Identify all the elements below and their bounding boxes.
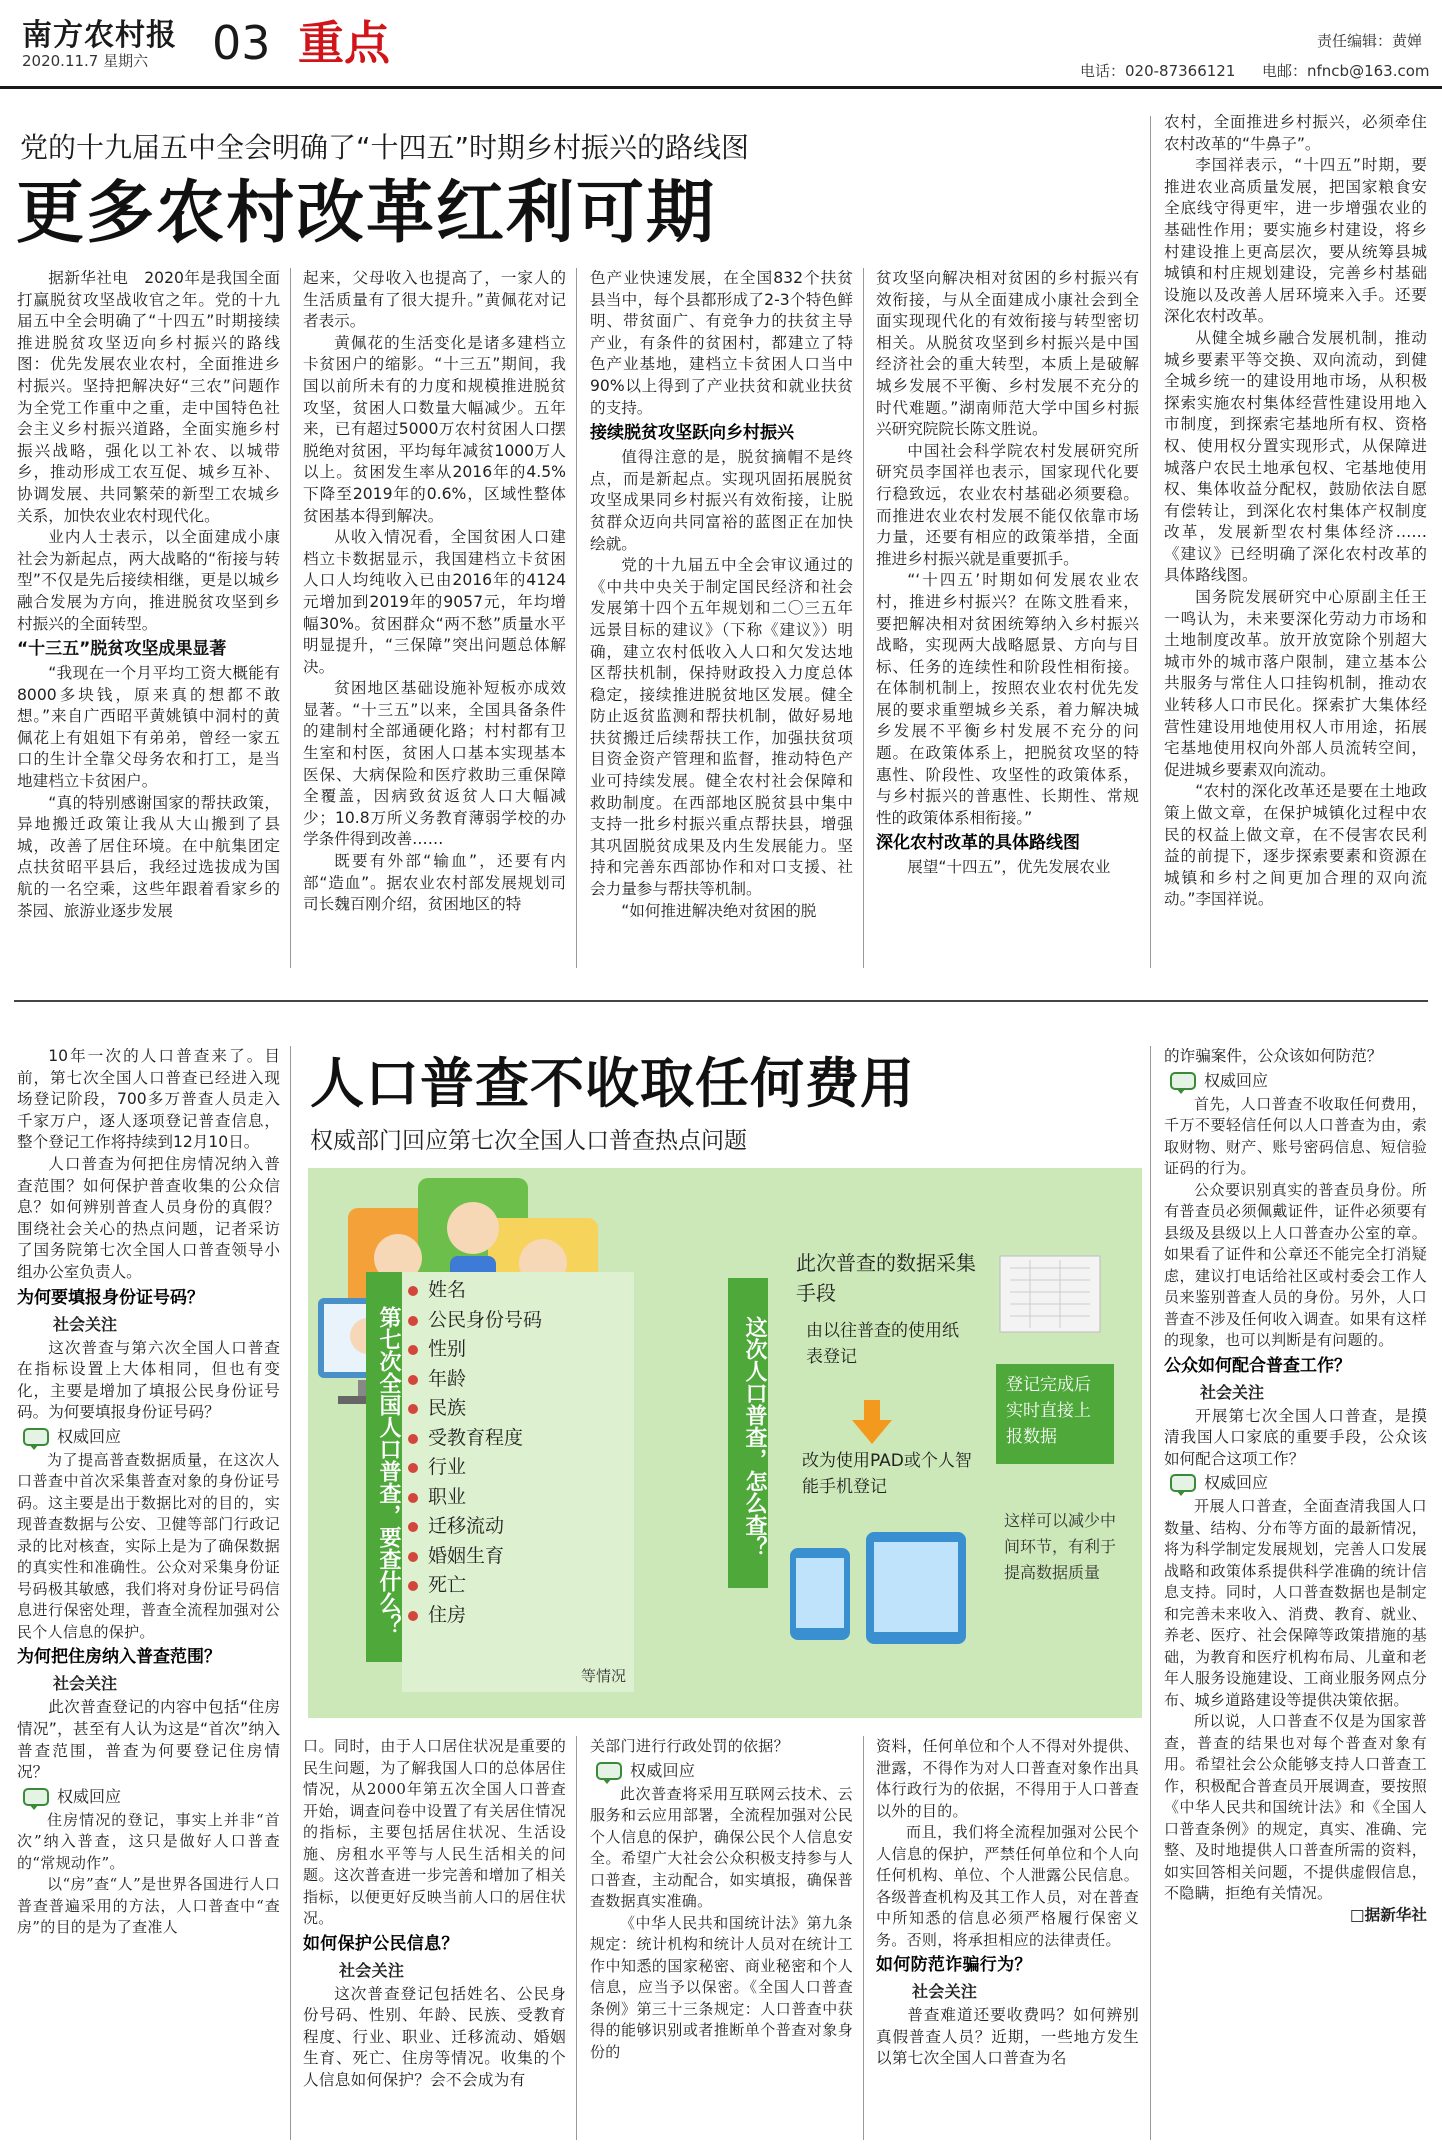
item-occupation: 职业 xyxy=(402,1483,634,1513)
how-to-survey-title: 这次人口普查，怎么查？ xyxy=(728,1278,768,1588)
article-headline: 更多农村改革红利可期 xyxy=(16,174,717,253)
header-rule xyxy=(0,86,1442,89)
article1-column-1: 据新华社电 2020年是我国全面打赢脱贫攻坚战收官之年。党的十九届五中全会明确了“十四五”时期接续推进脱贫攻坚迈向乡村振兴的路线图：优先发展农业农村，全面推进乡村振兴。坚持把解决好“三农”问题作为全党工作重中之重，走中国特色社会主义乡村振兴道路，全面实施乡村振兴战略，强化以工补农、以城带乡，推动形成工农互促、城乡互补、协调发展、共同繁荣的新型工农城乡关系，加快农业农村现代化。 业内人士表示，以全面建成小康社会为新起点，两大战略的“衔接与转型”不仅是先后接续相继，更是以城乡融合发展为方向，推进脱贫攻坚到乡村振兴的全面转型。 “十三五”脱贫攻坚成果显著 “我现在一个月平均工资大概能有8000多块钱，原来真的想都不敢想。”来自广西昭平黄姚镇中洞村的黄佩花上有姐姐下有弟弟，曾经一家五口的生计全靠父母务农和打工，是当地建档立卡贫困户。 “真的特别感谢国家的帮扶政策，异地搬迁政策让我从大山搬到了县城，改善了居住环境。在中航集团定点扶贫昭平县后，我经过选拔成为国航的一名空乘，这些年跟着看家乡的茶园、旅游业逐步发展 xyxy=(17,269,280,920)
census-subhead: 权威部门回应第七次全国人口普查热点问题 xyxy=(310,1128,747,1154)
subhead-rural-revival: 接续脱贫攻坚跃向乡村振兴 xyxy=(590,423,794,444)
item-migration: 迁移流动 xyxy=(402,1512,634,1542)
result-box: 登记完成后实时直接上报数据 xyxy=(996,1364,1114,1464)
issue-date: 2020.11.7 星期六 xyxy=(22,52,149,70)
arrow-down-icon xyxy=(852,1400,892,1444)
paper-form-illustration xyxy=(990,1248,1110,1338)
section-title: 重点 xyxy=(298,16,390,70)
page-number: 03 xyxy=(212,16,271,70)
article-kicker: 党的十九届五中全会明确了“十四五”时期乡村振兴的路线图 xyxy=(20,131,750,164)
question-cooperation: 公众如何配合普查工作？ xyxy=(1164,1355,1351,1376)
census-infographic xyxy=(308,1168,1142,1718)
question-id-number: 为何要填报身份证号码？ xyxy=(17,1287,204,1308)
item-age: 年龄 xyxy=(402,1365,634,1395)
article2-column-4: 资料，任何单位和个人不得对外提供、泄露，不得作为对人口普查对象作出具体行政行为的依据，不得用于人口普查以外的目的。 而且，我们将全流程加强对公民个人信息的保护，严禁任何单位和个人向任何机构、单位、个人泄露公民信息。各级普查机构及其工作人员，对在普查中所知悉的信息必须严格履行保密义务。否则，将承担相应的法律责任。 如何防范诈骗行为？ 社会关注 普查难道还要收费吗？如何辨别真假普查人员？近期，一些地方发生以第七次全国人口普查为名 xyxy=(876,1737,1139,2068)
item-name: 姓名 xyxy=(402,1276,634,1306)
item-gender: 性别 xyxy=(402,1335,634,1365)
item-marriage: 婚姻生育 xyxy=(402,1542,634,1572)
question-housing: 为何把住房纳入普查范围？ xyxy=(17,1647,221,1668)
contact-phone: 电话：020-87366121 xyxy=(1080,62,1236,80)
section-divider xyxy=(14,1000,1428,1002)
label-social-concern: 社会关注 xyxy=(53,1314,118,1334)
item-ethnicity: 民族 xyxy=(402,1394,634,1424)
contact-email: 电邮：nfncb@163.com xyxy=(1262,62,1430,80)
editor-credit: 责任编辑：黄婵 xyxy=(1316,32,1422,50)
new-method: 改为使用PAD或个人智能手机登记 xyxy=(802,1451,972,1497)
article1-column-5: 农村，全面推进乡村振兴，必须牵住农村改革的“牛鼻子”。 李国祥表示，“十四五”时期，要推进农业高质量发展，把国家粮食安全底线守得更牢，进一步增强农业的基础性作用；要实施乡村建设，将乡村建设推上更高层次，要从统筹县城城镇和村庄规划建设，完善乡村基础设施以及改善人居环境来入手。还要深化农村改革。 从健全城乡融合发展机制，推动城乡要素平等交换、双向流动，到健全城乡统一的建设用地市场，从积极探索实施农村集体经营性建设用地入市制度，到探索宅基地所有权、资格权、使用权分置实现形式，从保障进城落户农民土地承包权、宅基地使用权、集体收益分配权，鼓励依法自愿有偿转让，到深化农村集体产权制度改革，发展新型农村集体经济……《建议》已经明确了深化农村改革的具体路线图。 国务院发展研究中心原副主任王一鸣认为，未来要深化劳动力市场和土地制度改革。放开放宽除个别超大城市外的城市落户限制，建立基本公共服务与常住人口挂钩机制，推动农业转移人口市民化。探索扩大集体经营性建设用地使用权人市用途，拓展宅基地使用权向外部人员流转空间，促进城乡要素双向流动。 “农村的深化改革还是要在土地政策上做文章，在保护城镇化过程中农民的权益上做文章，在不侵害农民利益的前提下，逐步探索要素和资源在城镇和乡村之间更加合理的双向流动。”李国祥说。 xyxy=(1164,113,1427,909)
speech-bubble-icon xyxy=(1170,1474,1196,1492)
benefit-note: 这样可以减少中间环节，有利于提高数据质量 xyxy=(1004,1511,1117,1582)
item-industry: 行业 xyxy=(402,1453,634,1483)
item-id-number: 公民身份号码 xyxy=(402,1306,634,1336)
article1-column-3: 色产业快速发展，在全国832个扶贫县当中，每个县都形成了2-3个特色鲜明、带贫面广、有竞争力的扶贫主导产业，有条件的贫困村，都建立了特色产业基地，建档立卡贫困人口当中90%以上得到了产业扶贫和就业扶贫的支持。 接续脱贫攻坚跃向乡村振兴 值得注意的是，脱贫摘帽不是终点，而是新起点。实现巩固拓展脱贫攻坚成果同乡村振兴有效衔接，让脱贫群众迈向共同富裕的蓝图正在加快绘就。 党的十九届五中全会审议通过的《中共中央关于制定国民经济和社会发展第十四个五年规划和二〇三五年远景目标的建议》（下称《建议》）明确，建立农村低收入人口和欠发达地区帮扶机制，保持财政投入力度总体稳定，接续推进脱贫地区发展。健全防止返贫监测和帮扶机制，做好易地扶贫搬迁后续帮扶工作，加强扶贫项目资金资产管理和监督，推动特色产业可持续发展。健全农村社会保障和救助制度。在西部地区脱贫县中集中支持一批乡村振兴重点帮扶县，增强其巩固脱贫成果及内生发展能力。坚持和完善东西部协作和对口支援、社会力量参与帮扶等机制。 “如何推进解决绝对贫困的脱 xyxy=(590,269,853,920)
article1-column-4: 贫攻坚向解决相对贫困的乡村振兴有效衔接，与从全面建成小康社会到全面实现现代化的有效衔接与转型密切相关。从脱贫攻坚到乡村振兴是中国经济社会的重大转型，本质上是破解城乡发展不平衡、乡村发展不充分的时代难题。”湖南师范大学中国乡村振兴研究院院长陈文胜说。 中国社会科学院农村发展研究所研究员李国祥也表示，国家现代化要行稳致远，农业农村基础必须要稳。而推进农业农村发展不能仅依靠市场力量，还要有相应的政策举措，全面推进乡村振兴就是重要抓手。 “‘十四五’时期如何发展农业农村，推进乡村振兴？在陈文胜看来，要把解决相对贫困统筹纳入乡村振兴战略，实现两大战略愿景、方向与目标、任务的连续性和阶段性相衔接。在体制机制上，按照农业农村优先发展的要求重塑城乡关系，着力解决城乡发展不平衡乡村发展不充分的问题。在政策体系上，把脱贫攻坚的特惠性、阶段性、攻坚性的政策体系，与乡村振兴的普惠性、长期性、常规性的政策体系相衔接。” 深化农村改革的具体路线图 展望“十四五”，优先发展农业 xyxy=(876,269,1139,877)
article2-column-2: 口。同时，由于人口居住状况是重要的民生问题，为了解我国人口的总体居住情况，从2000年第五次全国人口普查开始，调查问卷中设置了有关居住情况的指标，主要包括居住状况、生活设施、房租水平等与人民生活相关的问题。这次普查进一步完善和增加了相关指标，以便更好反映当前人口的居住状况。 如何保护公民信息？ 社会关注 这次普查登记包括姓名、公民身份号码、性别、年龄、民族、受教育程度、行业、职业、迁移流动、婚姻生育、死亡、住房等情况。收集的个人信息如何保护？会不会成为有 xyxy=(303,1737,566,2089)
tablet-phone-illustration xyxy=(786,1528,976,1648)
method-title: 此次普查的数据采集手段 xyxy=(796,1251,976,1305)
article2-left-column: 10年一次的人口普查来了。目前，第七次全国人口普查已经进入现场登记阶段，700多万普查人员走入千家万户，逐人逐项登记普查信息，整个登记工作将持续到12月10日。 人口普查为何把住房情况纳入普查范围？如何保护普查收集的公众信息？如何辨别普查人员身份的真假？围绕社会关心的热点问题，记者采访了国务院第七次全国人口普查领导小组办公室负责人。 为何要填报身份证号码？ 社会关注 这次普查与第六次全国人口普查在指标设置上大体相同，但也有变化，主要是增加了填报公民身份证号码。为何要填报身份证号码？ 权威回应 为了提高普查数据质量，在这次人口普查中首次采集普查对象的身份证号码。这主要是出于数据比对的目的，实现普查数据与公安、卫健等部门行政记录的比对核查，实际上是为了确保数据的真实性和准确性。公众对采集身份证号码极其敏感，我们将对身份证号码信息进行保密处理，普查全流程加强对公民个人信息的保护。 为何把住房纳入普查范围？ 社会关注 此次普查登记的内容中包括“住房情况”，甚至有人认为这是“首次”纳入普查范围，普查为何要登记住房情况？ 权威回应 住房情况的登记，事实上并非“首次”纳入普查，这只是做好人口普查的“常规动作”。 以“房”查“人”是世界各国进行人口普查普遍采用的方法，人口普查中“查房”的目的是为了查准人 xyxy=(17,1047,280,1937)
speech-bubble-icon xyxy=(23,1428,49,1446)
items-etc: 等情况 xyxy=(580,1667,626,1685)
article-credit: □据新华社 xyxy=(1349,1905,1427,1924)
census-headline: 人口普查不收取任何费用 xyxy=(310,1052,915,1115)
what-to-survey-title: 第七次全国人口普查，要查什么？ xyxy=(366,1272,402,1662)
subhead-reform-roadmap: 深化农村改革的具体路线图 xyxy=(876,833,1080,854)
subhead-13th-fyp: “十三五”脱贫攻坚成果显著 xyxy=(17,639,227,660)
old-method: 由以往普查的使用纸表登记 xyxy=(806,1321,959,1367)
masthead-logo: 南方农村报 xyxy=(22,18,177,53)
speech-bubble-icon xyxy=(596,1762,622,1780)
article2-column-3: 关部门进行行政处罚的依据？ 权威回应 此次普查将采用互联网云技术、云服务和云应用部署，全流程加强对公民个人信息的保护，确保公民个人信息安全。希望广大社会公众积极支持参与人口普查，主动配合，如实填报，确保普查数据真实准确。 《中华人民共和国统计法》第九条规定：统计机构和统计人员对在统计工作中知悉的国家秘密、商业秘密和个人信息，应当予以保密。《全国人口普查条例》第三十三条规定：人口普查中获得的能够识别或者推断单个普查对象身份的 xyxy=(590,1737,853,2061)
question-privacy: 如何保护公民信息？ xyxy=(303,1933,459,1954)
article2-right-column: 的诈骗案件，公众该如何防范？ 权威回应 首先，人口普查不收取任何费用，千万不要轻信任何以人口普查为由，索取财物、财产、账号密码信息、短信验证码的行为。 公众要识别真实的普查员身份。所有普查员必须佩戴证件，证件必须要有县级及县级以上人口普查办公室的章。如果看了证件和公章还不能完全打消疑虑，建议打电话给社区或村委会工作人员来鉴别普查人员的身份。另外，人口普查不涉及任何收入调查。如果有这样的现象，也可以判断是有问题的。 公众如何配合普查工作？ 社会关注 开展第七次全国人口普查，是摸清我国人口家底的重要手段，公众该如何配合这项工作？ 权威回应 开展人口普查，全面查清我国人口数量、结构、分布等方面的最新情况，将为科学制定发展规划，完善人口发展战略和政策体系提供科学准确的统计信息支持。同时，人口普查数据也是制定和完善未来收入、消费、教育、就业、养老、医疗、社会保障等政策措施的基础，为教育和医疗机构布局、儿童和老年人服务设施建设、工商业服务网点分布、城乡道路建设等提供决策依据。 所以说，人口普查不仅是为国家普查，普查的结果也对每个普查对象有用。希望社会公众能够支持人口普查工作，积极配合普查员开展调查，要按照《中华人民共和国统计法》和《全国人口普查条例》的规定，真实、准确、完整、及时地提供人口普查所需的资料，如实回答相关问题，不提供虚假信息，不隐瞒，拒绝有关情况。 □据新华社 xyxy=(1164,1046,1427,2140)
speech-bubble-icon xyxy=(1170,1072,1196,1090)
speech-bubble-icon xyxy=(23,1788,49,1806)
items-panel xyxy=(402,1272,634,1692)
item-housing: 住房 xyxy=(402,1601,634,1631)
item-death: 死亡 xyxy=(402,1571,634,1601)
article1-column-2: 起来，父母收入也提高了，一家人的生活质量有了很大提升。”黄佩花对记者表示。 黄佩花的生活变化是诸多建档立卡贫困户的缩影。“十三五”期间，我国以前所未有的力度和规模推进脱贫攻坚，贫困人口数量大幅减少。五年来，已有超过5000万农村贫困人口摆脱绝对贫困，平均每年减贫1000万人以上。贫困发生率从2016年的4.5%下降至2019年的0.6%，区域性整体贫困基本得到解决。 从收入情况看，全国贫困人口建档立卡数据显示，我国建档立卡贫困人口人均纯收入已由2016年的4124元增加到2019年的9057元，年均增幅30%。贫困群众“两不愁”质量水平明显提升，“三保障”突出问题总体解决。 贫困地区基础设施补短板亦成效显著。“十三五”以来，全国具备条件的建制村全部通硬化路；村村都有卫生室和村医，贫困人口基本实现基本医保、大病保险和医疗救助三重保障全覆盖，因病致贫返贫人口大幅减少；10.8万所义务教育薄弱学校的办学条件得到改善…… 既要有外部“输血”，还要有内部“造血”。据农业农村部发展规划司司长魏百刚介绍，贫困地区的特 xyxy=(303,269,566,914)
item-education: 受教育程度 xyxy=(402,1424,634,1454)
question-fraud: 如何防范诈骗行为？ xyxy=(876,1955,1032,1975)
